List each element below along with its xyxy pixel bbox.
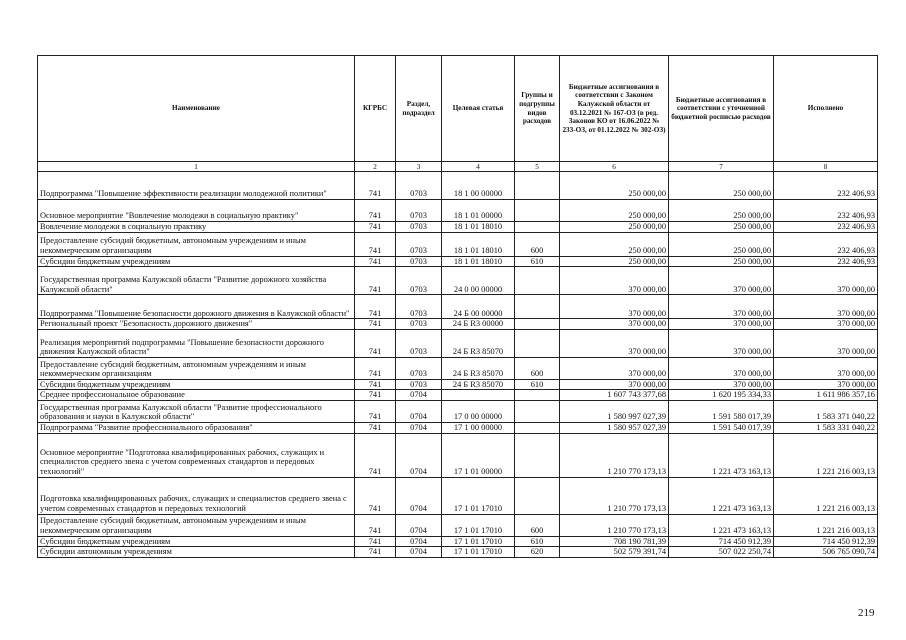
row-group (515, 222, 560, 233)
table-row (38, 295, 878, 319)
row-law: 250 000,00 (560, 200, 669, 222)
column-number: 5 (515, 162, 560, 172)
row-name: Предоставление субсидий бюджетным, автономным учреждениям и иным некоммерческим организациям (38, 514, 355, 536)
row-name: Основное мероприятие "Вовлечение молодежи в социальную практику" (38, 200, 355, 222)
row-section: 0703 (396, 256, 442, 267)
row-name: Среднее профессиональное образование (38, 390, 355, 401)
row-section: 0704 (396, 400, 442, 422)
row-kgrbs: 741 (355, 400, 396, 422)
row-kgrbs: 741 (355, 433, 396, 477)
row-target: 24 0 00 00000 (442, 267, 515, 295)
row-group: 610 (515, 536, 560, 547)
row-refined: 1 591 580 017,39 (669, 400, 774, 422)
row-group: 610 (515, 256, 560, 267)
row-refined: 1 620 195 334,33 (669, 390, 774, 401)
table-row (38, 200, 878, 222)
table-row (38, 547, 878, 558)
row-executed: 370 000,00 (774, 329, 878, 357)
row-executed: 370 000,00 (774, 295, 878, 319)
row-group (515, 477, 560, 514)
table-row (38, 256, 878, 267)
row-law: 1 210 770 173,13 (560, 514, 669, 536)
row-law: 370 000,00 (560, 357, 669, 379)
row-group (515, 422, 560, 433)
row-name: Субсидии бюджетным учреждениям (38, 256, 355, 267)
row-kgrbs: 741 (355, 390, 396, 401)
row-refined: 370 000,00 (669, 319, 774, 330)
row-law: 502 579 391,74 (560, 547, 669, 558)
row-kgrbs: 741 (355, 295, 396, 319)
budget-table (37, 55, 878, 558)
table-row (38, 172, 878, 200)
row-refined: 250 000,00 (669, 232, 774, 256)
row-executed: 232 406,93 (774, 232, 878, 256)
row-executed: 1 583 371 040,22 (774, 400, 878, 422)
column-number: 2 (355, 162, 396, 172)
row-refined: 1 221 473 163,13 (669, 433, 774, 477)
row-target: 18 1 01 00000 (442, 200, 515, 222)
table-row (38, 232, 878, 256)
row-refined: 1 221 473 163,13 (669, 477, 774, 514)
row-section: 0703 (396, 319, 442, 330)
row-group: 600 (515, 232, 560, 256)
column-number: 7 (669, 162, 774, 172)
table-row (38, 390, 878, 401)
header-kgrbs: КГРБС (355, 56, 396, 162)
row-group: 600 (515, 514, 560, 536)
row-law: 250 000,00 (560, 222, 669, 233)
row-group (515, 172, 560, 200)
row-group (515, 433, 560, 477)
row-law: 370 000,00 (560, 329, 669, 357)
row-kgrbs: 741 (355, 200, 396, 222)
column-number: 4 (442, 162, 515, 172)
row-refined: 250 000,00 (669, 256, 774, 267)
row-executed: 714 450 912,39 (774, 536, 878, 547)
row-group (515, 267, 560, 295)
row-section: 0704 (396, 433, 442, 477)
row-section: 0704 (396, 547, 442, 558)
column-number: 1 (38, 162, 355, 172)
row-executed: 370 000,00 (774, 357, 878, 379)
row-kgrbs: 741 (355, 267, 396, 295)
row-law: 1 210 770 173,13 (560, 477, 669, 514)
row-section: 0703 (396, 200, 442, 222)
row-group (515, 295, 560, 319)
row-refined: 1 221 473 163,13 (669, 514, 774, 536)
row-executed: 1 583 331 040,22 (774, 422, 878, 433)
row-group: 600 (515, 357, 560, 379)
row-law: 250 000,00 (560, 256, 669, 267)
row-name: Субсидии автономным учреждениям (38, 547, 355, 558)
column-number: 6 (560, 162, 669, 172)
row-law: 370 000,00 (560, 267, 669, 295)
row-target: 17 1 00 00000 (442, 422, 515, 433)
header-group: Группы и подгруппы видов расходов (515, 56, 560, 162)
row-name: Подпрограмма "Развитие профессионального образования" (38, 422, 355, 433)
table-row (38, 422, 878, 433)
row-kgrbs: 741 (355, 319, 396, 330)
table-row (38, 379, 878, 390)
row-refined: 370 000,00 (669, 295, 774, 319)
header-law: Бюджетные ассигнования в соответствии с Законом Калужской области от 03.12.2021 № 167-ОЗ (в ред. Законов КО от 16.06.2022 № 233-ОЗ, от 01.12.2022 № 302-ОЗ) (560, 56, 669, 162)
row-law: 370 000,00 (560, 379, 669, 390)
table-row (38, 329, 878, 357)
table-row (38, 222, 878, 233)
row-group (515, 400, 560, 422)
row-name: Подпрограмма "Повышение эффективности реализации молодежной политики" (38, 172, 355, 200)
column-number: 8 (774, 162, 878, 172)
row-law: 370 000,00 (560, 295, 669, 319)
page-number: 219 (858, 607, 875, 619)
row-section: 0703 (396, 357, 442, 379)
table-row (38, 319, 878, 330)
row-name: Предоставление субсидий бюджетным, автономным учреждениям и иным некоммерческим организациям (38, 357, 355, 379)
table-row (38, 477, 878, 514)
row-executed: 370 000,00 (774, 379, 878, 390)
row-refined: 370 000,00 (669, 267, 774, 295)
row-target: 18 1 01 18010 (442, 232, 515, 256)
row-kgrbs: 741 (355, 256, 396, 267)
row-section: 0703 (396, 379, 442, 390)
row-executed: 1 221 216 003,13 (774, 433, 878, 477)
row-target: 17 1 01 17010 (442, 477, 515, 514)
row-target: 17 1 01 17010 (442, 514, 515, 536)
row-executed: 232 406,93 (774, 222, 878, 233)
row-group (515, 390, 560, 401)
row-name: Субсидии бюджетным учреждениям (38, 379, 355, 390)
header-name: Наименование (38, 56, 355, 162)
row-name: Подготовка квалифицированных рабочих, служащих и специалистов среднего звена с учетом современных стандартов и передовых технологий (38, 477, 355, 514)
row-kgrbs: 741 (355, 222, 396, 233)
row-section: 0703 (396, 295, 442, 319)
row-section: 0703 (396, 222, 442, 233)
row-refined: 370 000,00 (669, 357, 774, 379)
row-kgrbs: 741 (355, 422, 396, 433)
row-kgrbs: 741 (355, 547, 396, 558)
row-target: 24 Б R3 85070 (442, 329, 515, 357)
row-refined: 250 000,00 (669, 222, 774, 233)
row-name: Вовлечение молодежи в социальную практику (38, 222, 355, 233)
table-row (38, 400, 878, 422)
row-section: 0704 (396, 514, 442, 536)
row-target (442, 390, 515, 401)
row-refined: 507 022 250,74 (669, 547, 774, 558)
row-law: 250 000,00 (560, 172, 669, 200)
row-name: Субсидии бюджетным учреждениям (38, 536, 355, 547)
row-law: 370 000,00 (560, 319, 669, 330)
row-section: 0704 (396, 477, 442, 514)
row-section: 0704 (396, 390, 442, 401)
row-section: 0703 (396, 267, 442, 295)
row-executed: 370 000,00 (774, 267, 878, 295)
row-section: 0703 (396, 232, 442, 256)
row-target: 18 1 00 00000 (442, 172, 515, 200)
row-executed: 370 000,00 (774, 319, 878, 330)
row-law: 1 580 957 027,39 (560, 422, 669, 433)
row-target: 17 0 00 00000 (442, 400, 515, 422)
row-section: 0704 (396, 422, 442, 433)
row-target: 18 1 01 18010 (442, 222, 515, 233)
row-law: 1 580 997 027,39 (560, 400, 669, 422)
row-section: 0704 (396, 536, 442, 547)
row-refined: 714 450 912,39 (669, 536, 774, 547)
row-name: Реализация мероприятий подпрограммы "Повышение безопасности дорожного движения Калужской области" (38, 329, 355, 357)
row-refined: 370 000,00 (669, 329, 774, 357)
row-name: Предоставление субсидий бюджетным, автономным учреждениям и иным некоммерческим организациям (38, 232, 355, 256)
header-refined: Бюджетные ассигнования в соответствии с уточненной бюджетной росписью расходов (669, 56, 774, 162)
row-kgrbs: 741 (355, 514, 396, 536)
table-row (38, 357, 878, 379)
header-row (38, 56, 878, 162)
row-refined: 250 000,00 (669, 172, 774, 200)
row-kgrbs: 741 (355, 232, 396, 256)
row-executed: 232 406,93 (774, 256, 878, 267)
row-refined: 250 000,00 (669, 200, 774, 222)
column-number-row (38, 162, 878, 172)
row-kgrbs: 741 (355, 379, 396, 390)
row-law: 250 000,00 (560, 232, 669, 256)
row-section: 0703 (396, 172, 442, 200)
row-target: 18 1 01 18010 (442, 256, 515, 267)
row-executed: 1 221 216 003,13 (774, 477, 878, 514)
row-law: 1 210 770 173,13 (560, 433, 669, 477)
row-law: 1 607 743 377,68 (560, 390, 669, 401)
row-target: 17 1 01 00000 (442, 433, 515, 477)
row-executed: 1 221 216 003,13 (774, 514, 878, 536)
row-refined: 370 000,00 (669, 379, 774, 390)
row-target: 24 Б R3 00000 (442, 319, 515, 330)
header-section: Раздел, подраздел (396, 56, 442, 162)
row-group (515, 329, 560, 357)
row-executed: 232 406,93 (774, 172, 878, 200)
row-target: 17 1 01 17010 (442, 536, 515, 547)
row-name: Государственная программа Калужской области "Развитие дорожного хозяйства Калужской области" (38, 267, 355, 295)
row-kgrbs: 741 (355, 357, 396, 379)
column-number: 3 (396, 162, 442, 172)
row-executed: 1 611 986 357,16 (774, 390, 878, 401)
row-target: 24 Б R3 85070 (442, 379, 515, 390)
table-row (38, 514, 878, 536)
row-name: Основное мероприятие "Подготовка квалифицированных рабочих, служащих и специалистов среднего звена с учетом современных стандартов и передовых технологий" (38, 433, 355, 477)
table-row (38, 267, 878, 295)
table-row (38, 433, 878, 477)
row-target: 17 1 01 17010 (442, 547, 515, 558)
row-group: 610 (515, 379, 560, 390)
row-target: 24 Б R3 85070 (442, 357, 515, 379)
row-group: 620 (515, 547, 560, 558)
table-row (38, 536, 878, 547)
row-refined: 1 591 540 017,39 (669, 422, 774, 433)
row-name: Государственная программа Калужской области "Развитие профессионального образования и науки в Калужской области" (38, 400, 355, 422)
row-group (515, 200, 560, 222)
row-kgrbs: 741 (355, 172, 396, 200)
header-target: Целевая статья (442, 56, 515, 162)
row-name: Подпрограмма "Повышение безопасности дорожного движения в Калужской области" (38, 295, 355, 319)
header-executed: Исполнено (774, 56, 878, 162)
row-executed: 506 765 090,74 (774, 547, 878, 558)
row-name: Региональный проект "Безопасность дорожного движения" (38, 319, 355, 330)
row-executed: 232 406,93 (774, 200, 878, 222)
row-target: 24 Б 00 00000 (442, 295, 515, 319)
row-kgrbs: 741 (355, 536, 396, 547)
row-group (515, 319, 560, 330)
row-section: 0703 (396, 329, 442, 357)
row-kgrbs: 741 (355, 477, 396, 514)
row-law: 708 190 781,39 (560, 536, 669, 547)
row-kgrbs: 741 (355, 329, 396, 357)
